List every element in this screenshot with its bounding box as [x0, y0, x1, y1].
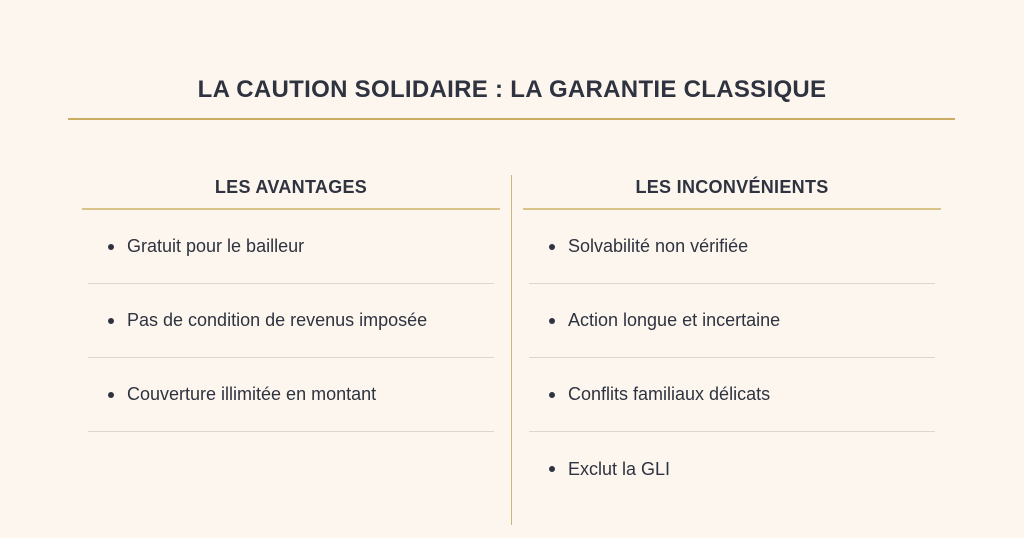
- advantages-column: [82, 170, 500, 432]
- list-item-label: Couverture illimitée en montant: [127, 384, 377, 404]
- list-item: [88, 358, 494, 432]
- list-item: [529, 284, 935, 358]
- bullet-icon: [108, 244, 114, 250]
- list-item: [529, 432, 935, 506]
- page-title: LA CAUTION SOLIDAIRE : LA GARANTIE CLASSIQUE: [197, 76, 827, 103]
- disadvantages-heading: LES INCONVÉNIENTS: [635, 177, 829, 197]
- column-divider: [511, 175, 512, 525]
- advantages-list: [82, 210, 500, 432]
- list-item-label: Exclut la GLI: [568, 458, 671, 479]
- bullet-icon: [549, 392, 555, 398]
- list-item: [529, 358, 935, 432]
- bullet-icon: [549, 244, 555, 250]
- title-divider: [68, 118, 955, 120]
- list-item-label: Gratuit pour le bailleur: [127, 236, 305, 256]
- bullet-icon: [108, 318, 114, 324]
- advantages-heading: LES AVANTAGES: [214, 177, 368, 197]
- bullet-icon: [549, 466, 555, 472]
- bullet-icon: [108, 392, 114, 398]
- list-item: [88, 210, 494, 284]
- disadvantages-list: [523, 210, 941, 506]
- disadvantages-column: [523, 170, 941, 506]
- list-item: [88, 284, 494, 358]
- list-item: [529, 210, 935, 284]
- list-item-label: Pas de condition de revenus imposée: [127, 310, 428, 330]
- list-item-label: Action longue et incertaine: [568, 310, 781, 330]
- list-item-label: Conflits familiaux délicats: [568, 384, 771, 404]
- list-item-label: Solvabilité non vérifiée: [568, 236, 749, 256]
- bullet-icon: [549, 318, 555, 324]
